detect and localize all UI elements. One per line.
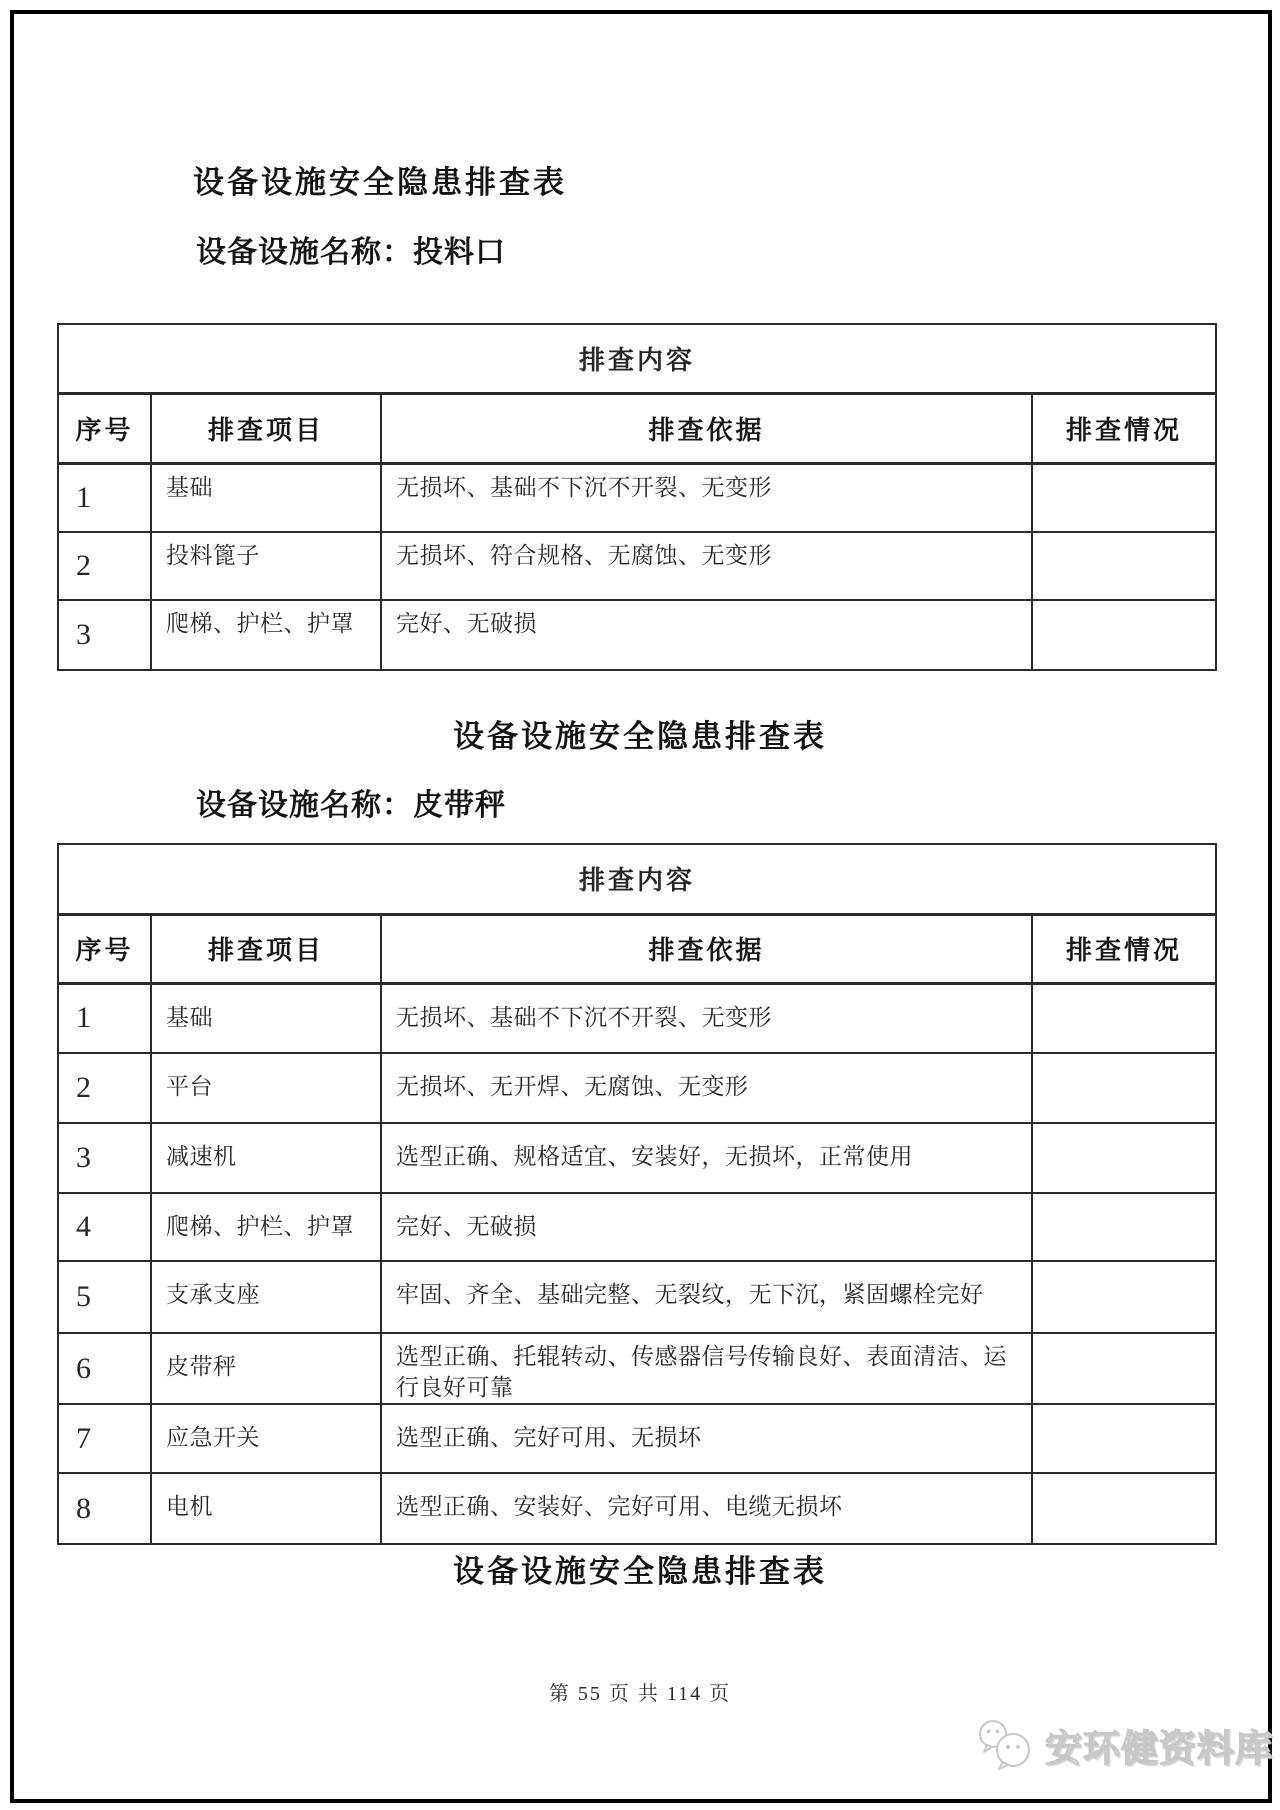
table1-col-item: 排查项目 <box>151 393 381 463</box>
section1-subtitle: 设备设施名称：投料口 <box>196 236 506 269</box>
row-status <box>1032 1333 1216 1404</box>
trailing-title: 设备设施安全隐患排查表 <box>453 1554 827 1589</box>
row-number: 2 <box>58 532 151 600</box>
row-item: 基础 <box>151 983 381 1053</box>
wechat-bubbles-icon <box>975 1717 1037 1773</box>
row-number: 4 <box>58 1193 151 1261</box>
row-status <box>1032 532 1216 600</box>
watermark-text: 安环健资料库 <box>1045 1729 1273 1770</box>
row-status <box>1032 463 1216 532</box>
row-number: 2 <box>58 1053 151 1123</box>
row-status <box>1032 1473 1216 1544</box>
watermark <box>975 1717 1273 1773</box>
row-basis: 无损坏、无开焊、无腐蚀、无变形 <box>381 1053 1032 1123</box>
table-row <box>58 1123 1216 1193</box>
row-item: 皮带秤 <box>151 1333 381 1404</box>
row-basis: 无损坏、符合规格、无腐蚀、无变形 <box>381 532 1032 600</box>
row-basis: 选型正确、安装好、完好可用、电缆无损坏 <box>381 1473 1032 1544</box>
row-basis: 牢固、齐全、基础完整、无裂纹，无下沉，紧固螺栓完好 <box>381 1261 1032 1333</box>
table-row <box>58 1333 1216 1404</box>
row-item: 基础 <box>151 463 381 532</box>
table-row <box>58 1193 1216 1261</box>
table2-col-status: 排查情况 <box>1032 914 1216 983</box>
row-status <box>1032 983 1216 1053</box>
section1-title: 设备设施安全隐患排查表 <box>193 165 567 200</box>
table-row <box>58 600 1216 670</box>
row-status <box>1032 1404 1216 1473</box>
row-item: 支承支座 <box>151 1261 381 1333</box>
inspection-table-2 <box>57 843 1217 1545</box>
table-row <box>58 983 1216 1053</box>
table2-content-header: 排查内容 <box>58 844 1216 914</box>
section2-subtitle: 设备设施名称：皮带秤 <box>196 789 506 822</box>
row-number: 7 <box>58 1404 151 1473</box>
row-status <box>1032 600 1216 670</box>
row-number: 1 <box>58 463 151 532</box>
row-item: 爬梯、护栏、护罩 <box>151 1193 381 1261</box>
row-number: 5 <box>58 1261 151 1333</box>
row-basis: 完好、无破损 <box>381 600 1032 670</box>
row-basis: 选型正确、规格适宜、安装好，无损坏，正常使用 <box>381 1123 1032 1193</box>
row-status <box>1032 1053 1216 1123</box>
row-status <box>1032 1193 1216 1261</box>
row-basis: 选型正确、完好可用、无损坏 <box>381 1404 1032 1473</box>
row-number: 3 <box>58 1123 151 1193</box>
row-basis: 无损坏、基础不下沉不开裂、无变形 <box>381 983 1032 1053</box>
table1-col-basis: 排查依据 <box>381 393 1032 463</box>
row-number: 8 <box>58 1473 151 1544</box>
row-item: 爬梯、护栏、护罩 <box>151 600 381 670</box>
row-basis: 完好、无破损 <box>381 1193 1032 1261</box>
table2-column-header-row <box>58 914 1216 983</box>
table-row <box>58 463 1216 532</box>
table1-col-no: 序号 <box>58 393 151 463</box>
row-status <box>1032 1261 1216 1333</box>
table1-content-header-row <box>58 324 1216 393</box>
row-item: 减速机 <box>151 1123 381 1193</box>
table-row <box>58 1053 1216 1123</box>
row-basis: 选型正确、托辊转动、传感器信号传输良好、表面清洁、运行良好可靠 <box>381 1333 1032 1404</box>
row-number: 1 <box>58 983 151 1053</box>
row-item: 电机 <box>151 1473 381 1544</box>
table-row <box>58 532 1216 600</box>
page-number-footer: 第 55 页 共 114 页 <box>548 1683 732 1705</box>
table1-column-header-row <box>58 393 1216 463</box>
row-item: 平台 <box>151 1053 381 1123</box>
table-row <box>58 1404 1216 1473</box>
table-row <box>58 1473 1216 1544</box>
row-basis: 无损坏、基础不下沉不开裂、无变形 <box>381 463 1032 532</box>
table2-content-header-row <box>58 844 1216 914</box>
row-number: 3 <box>58 600 151 670</box>
table2-col-item: 排查项目 <box>151 914 381 983</box>
section2-title: 设备设施安全隐患排查表 <box>453 719 827 754</box>
inspection-table-1 <box>57 323 1217 671</box>
row-status <box>1032 1123 1216 1193</box>
table1-col-status: 排查情况 <box>1032 393 1216 463</box>
row-number: 6 <box>58 1333 151 1404</box>
table-row <box>58 1261 1216 1333</box>
row-item: 投料篦子 <box>151 532 381 600</box>
table2-col-basis: 排查依据 <box>381 914 1032 983</box>
row-item: 应急开关 <box>151 1404 381 1473</box>
table2-col-no: 序号 <box>58 914 151 983</box>
table1-content-header: 排查内容 <box>58 324 1216 393</box>
